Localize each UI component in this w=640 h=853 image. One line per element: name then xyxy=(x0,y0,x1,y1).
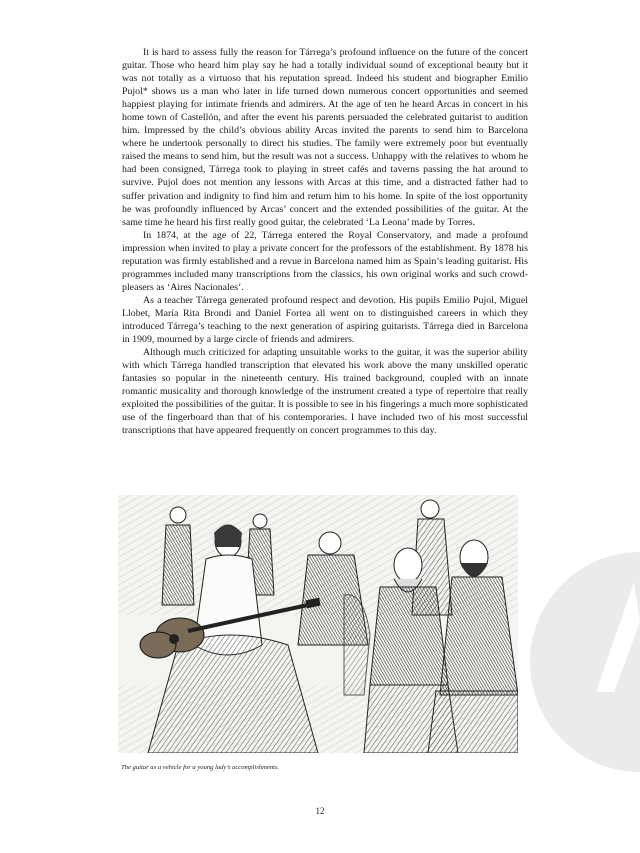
paragraph: In 1874, at the age of 22, Tárrega entered the Royal Conservatory, and made a profound impression when invited to play a private concert for the professors of the establishment. By 1878 his reputation was firmly established and a revue in Barcelona named him as Spain’s leading guitarist. His programmes included many transcriptions from the classics, his own original works and such crowd-pleasers as ‘Aires Nacionales’. xyxy=(122,229,528,293)
paragraph: Although much criticized for adapting unsuitable works to the guitar, it was the superior ability with which Tárrega handled transcription that elevated his work above the many unskilled operatic fantasies so popular in the nineteenth century. His trained background, coupled with an innate romantic musicality and thorough knowledge of the instrument created a type of repertoire that really exploited the possibilities of the guitar. It is possible to see in his fingerings a much more sophisticated use of the fingerboard than that of his contemporaries. I have included two of his most successful transcriptions that have appeared frequently on concert programmes to this day. xyxy=(122,347,528,437)
body-text xyxy=(122,46,528,437)
illustration xyxy=(118,495,518,753)
page-number: 12 xyxy=(315,806,325,816)
paragraph: It is hard to assess fully the reason for Tárrega’s profound influence on the future of the concert guitar. Those who heard him play say he had a totally individual sound of exceptional beauty but it was not totally as a virtuoso that his reputation spread. Indeed his student and biographer Emilio Pujol* shows us a man who later in life turned down numerous concert opportunities and seemed happiest playing for intimate friends and admirers. At the age of ten he heard Arcas in concert in his home town of Castellón, and after the event his parents persuaded the celebrated guitarist to audition him. Impressed by the child’s obvious ability Arcas invited the parents to send him to Barcelona where he undertook personally to direct his studies. The family were extremely poor but eventually raised the means to send him, but the result was not a success. Unhappy with the relatives to whom he had been consigned, Tárrega took to playing in street cafés and taverns passing the hat around to survive. Pujol does not mention any lessons with Arcas at this time, and a distracted father had to suffer privation and indignity to find him and return him to his home. In spite of the lost opportunity he was profoundly influenced by Arcas’ concert and the extended possibilities of the guitar. At the same time he heard his first really good guitar, the celebrated ‘La Leona’ made by Torres. xyxy=(122,47,528,228)
paragraph: As a teacher Tárrega generated profound respect and devotion. His pupils Emilio Pujol, Miguel Llobet, María Rita Brondi and Daniel Fortea all went on to distinguished careers in which they introduced Tárrega’s teaching to the next generation of aspiring guitarists. Tárrega died in Barcelona in 1909, mourned by a large circle of friends and admirers. xyxy=(122,294,528,346)
figure-caption: The guitar as a vehicle for a young lady’s accomplishments. xyxy=(121,764,280,771)
